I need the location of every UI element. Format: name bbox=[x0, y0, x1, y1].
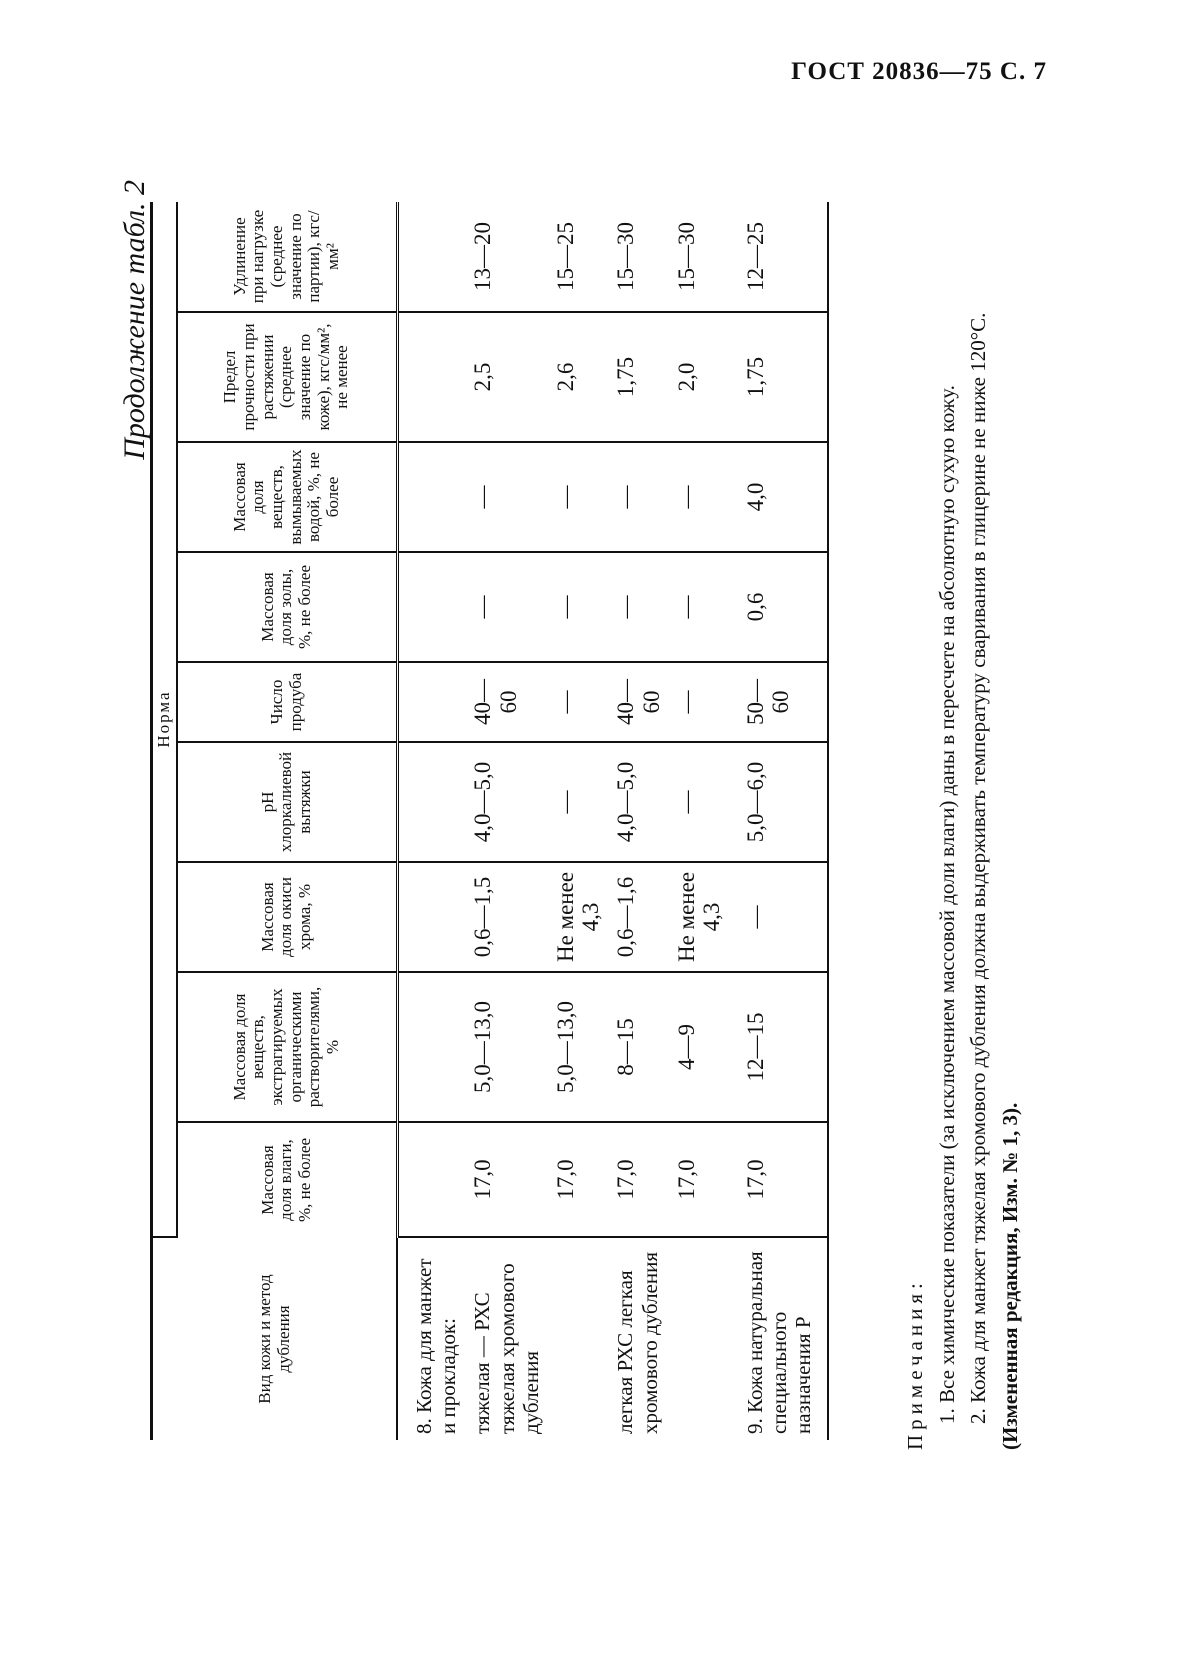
cell: — bbox=[464, 442, 546, 552]
cell: 1,75 bbox=[729, 312, 819, 442]
cell: 2,6 bbox=[547, 312, 608, 442]
note-2: 2. Кожа для манжет тяжелая хромового дубления должна выдерживать температуру сваривания в глицерине не ниже 120°С. bbox=[966, 312, 990, 1424]
cell: Не менее 4,3 bbox=[547, 862, 608, 972]
cell: 0,6 bbox=[729, 552, 819, 662]
column-header: Массовая доля окиси хрома, % bbox=[177, 862, 398, 972]
table-row bbox=[729, 202, 819, 1440]
column-header: Массовая доля веществ, экстрагируемых органическими растворителями, % bbox=[177, 972, 398, 1122]
cell: — bbox=[607, 442, 668, 552]
kind-column-header: Вид кожи и метод дубления bbox=[152, 1237, 398, 1440]
cell: — bbox=[729, 862, 819, 972]
cell: — bbox=[464, 552, 546, 662]
cell: 12—25 bbox=[729, 202, 819, 312]
cell: — bbox=[547, 662, 608, 742]
cell: 2,0 bbox=[668, 312, 729, 442]
column-header: Предел прочности при растяжении (среднее значение по коже), кгс/мм², не менее bbox=[177, 312, 398, 442]
row-kind bbox=[668, 1237, 729, 1440]
cell: 0,6—1,6 bbox=[607, 862, 668, 972]
cell: 2,5 bbox=[464, 312, 546, 442]
cell: 8—15 bbox=[607, 972, 668, 1122]
cell: — bbox=[547, 742, 608, 862]
table-row bbox=[607, 202, 668, 1440]
notes-title: Примечания: bbox=[903, 1278, 927, 1450]
cell: — bbox=[668, 442, 729, 552]
cell: Не менее 4,3 bbox=[668, 862, 729, 972]
cell: 4,0—5,0 bbox=[464, 742, 546, 862]
cell: 0,6—1,5 bbox=[464, 862, 546, 972]
cell: 5,0—13,0 bbox=[547, 972, 608, 1122]
cell: 17,0 bbox=[607, 1122, 668, 1237]
cell: 17,0 bbox=[729, 1122, 819, 1237]
column-header: pH хлоркалиевой вытяжки bbox=[177, 742, 398, 862]
cell: 5,0—13,0 bbox=[464, 972, 546, 1122]
column-header: Число продуба bbox=[177, 662, 398, 742]
cell: 4,0 bbox=[729, 442, 819, 552]
table-row bbox=[464, 202, 546, 1440]
rotated-content bbox=[100, 0, 1100, 1560]
cell: 12—15 bbox=[729, 972, 819, 1122]
cell: 15—30 bbox=[668, 202, 729, 312]
cell: 15—30 bbox=[607, 202, 668, 312]
cell: 4—9 bbox=[668, 972, 729, 1122]
cell: — bbox=[668, 662, 729, 742]
cell: 13—20 bbox=[464, 202, 546, 312]
norma-header: Норма bbox=[152, 202, 177, 1237]
cell: — bbox=[668, 742, 729, 862]
row-kind: 9. Кожа натуральная специального назначения Р bbox=[742, 1251, 815, 1434]
cell: 40—60 bbox=[464, 662, 546, 742]
table-continuation-label: Продолжение табл. 2 bbox=[118, 180, 151, 460]
cell: 17,0 bbox=[464, 1122, 546, 1237]
row-kind: легкая РХС легкая хромового дубления bbox=[613, 1251, 662, 1434]
cell: 5,0—6,0 bbox=[729, 742, 819, 862]
column-header: Удлинение при нагрузке (среднее значение по партии), кгс/мм² bbox=[177, 202, 398, 312]
cell: — bbox=[547, 442, 608, 552]
row-kind bbox=[547, 1237, 608, 1440]
cell: 17,0 bbox=[668, 1122, 729, 1237]
cell: 15—25 bbox=[547, 202, 608, 312]
column-header: Массовая доля веществ, вымываемых водой, %, не более bbox=[177, 442, 398, 552]
cell: — bbox=[547, 552, 608, 662]
cell: 50—60 bbox=[729, 662, 819, 742]
column-header: Массовая доля золы, %, не более bbox=[177, 552, 398, 662]
norms-table bbox=[150, 202, 829, 1440]
table-group-row bbox=[397, 202, 464, 1440]
note-1: 1. Все химические показатели (за исключением массовой доли влаги) даны в пересчете на абсолютную сухую кожу. bbox=[934, 385, 959, 1424]
group-label: 8. Кожа для манжет и прокладок: bbox=[412, 1258, 461, 1434]
cell: 17,0 bbox=[547, 1122, 608, 1237]
column-header: Массовая доля влаги, %, не более bbox=[177, 1122, 398, 1237]
page-header: ГОСТ 20836—75 С. 7 bbox=[791, 58, 1047, 85]
row-kind: тяжелая — РХС тяжелая хромового дубления bbox=[470, 1263, 543, 1434]
cell: 4,0—5,0 bbox=[607, 742, 668, 862]
cell: 1,75 bbox=[607, 312, 668, 442]
table-row bbox=[668, 202, 729, 1440]
cell: — bbox=[607, 552, 668, 662]
cell: 40—60 bbox=[607, 662, 668, 742]
notes bbox=[900, 130, 1026, 1450]
table-row bbox=[547, 202, 608, 1440]
amendment-note: (Измененная редакция, Изм. № 1, 3). bbox=[997, 1102, 1022, 1450]
cell: — bbox=[668, 552, 729, 662]
